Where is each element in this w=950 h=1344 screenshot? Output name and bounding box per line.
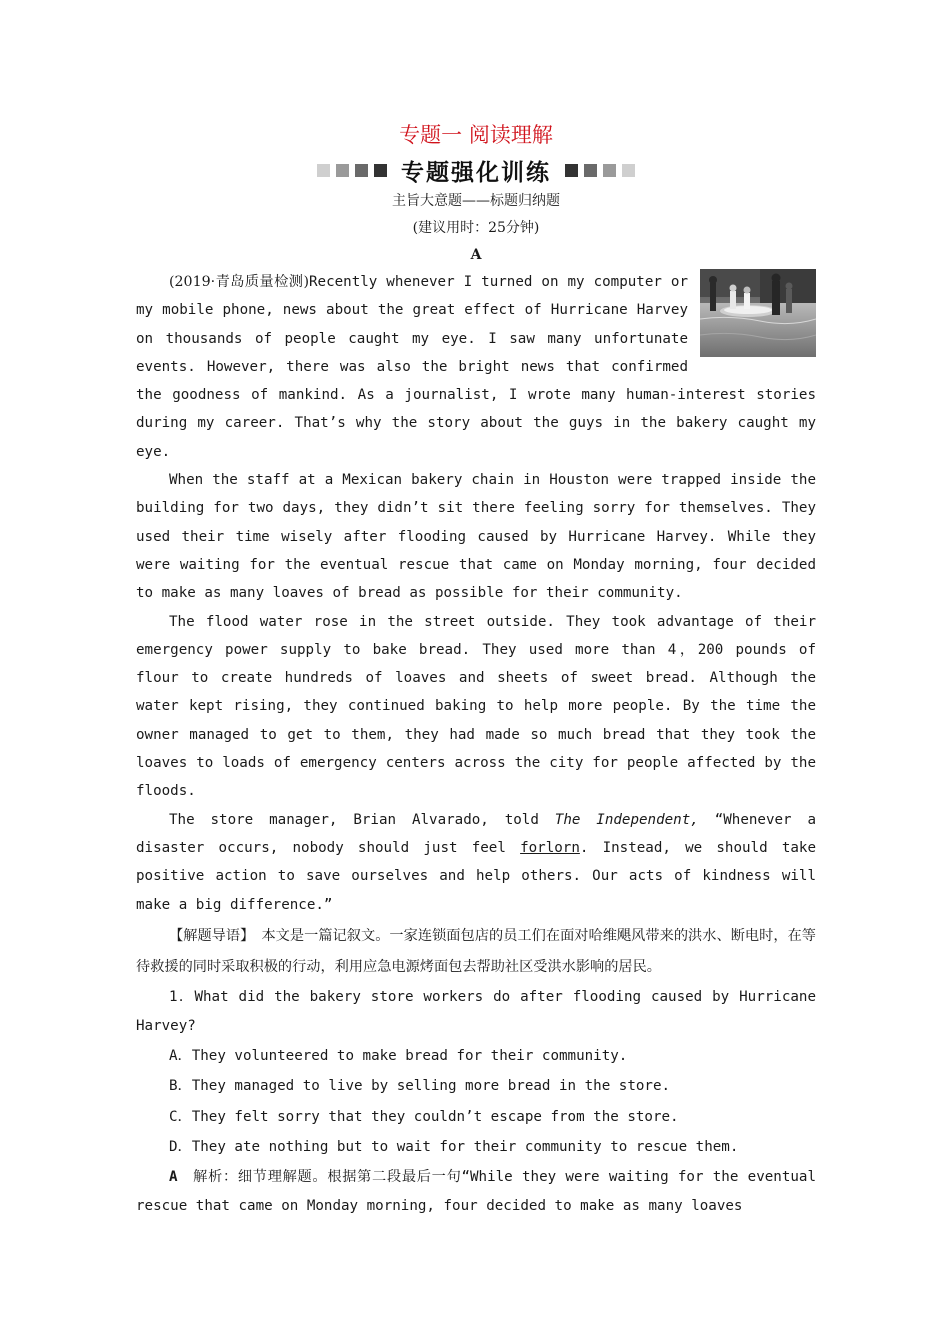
banner-title: 专题强化训练 (401, 159, 551, 186)
page-title: 专题一 阅读理解 (399, 123, 553, 147)
banner-square-icon (336, 164, 349, 177)
banner-square-icon (584, 164, 597, 177)
underlined-word: forlorn (520, 839, 580, 856)
banner-square-icon (374, 164, 387, 177)
banner-square-icon (317, 164, 330, 177)
paragraph-text: . Instead, we should take positive action to save ourselves and help others. Our acts of kindness will make a big difference.” (136, 839, 816, 913)
flood-rescue-photo (700, 269, 816, 357)
guide-label: 【解题导语】 (169, 927, 248, 944)
banner-square-icon (355, 164, 368, 177)
paragraph-text: Recently whenever I turned on my computer or my mobile phone, news about the great effect of Hurricane Harvey on thousands of people caught my eye. I saw many unfortunate events. However, there was also the bright news that confirmed the goodness of mankind. As a journalist, I wrote many human-interest stories during my career. That’s why the story about the guys in the bakery caught my eye. (136, 274, 816, 460)
paragraph-text: The store manager, Brian Alvarado, told (169, 811, 555, 828)
guide-text: 本文是一篇记叙文。一家连锁面包店的员工们在面对哈维飓风带来的洪水、断电时，在等待救援的同时采取积极的行动，利用应急电源烤面包去帮助社区受洪水影响的居民。 (136, 927, 816, 975)
section-label: A (470, 247, 482, 263)
publication-name: The Independent, (554, 811, 699, 828)
passage-paragraph-2: When the staff at a Mexican bakery chain in Houston were trapped inside the building for two days, they didn’t sit there feeling sorry for themselves. They used their time wisely after flooding caused by Hurricane Harvey. While they were waiting for the eventual rescue that came on Monday morning, four decided to make as many loaves of bread as possible for their community. (136, 472, 816, 602)
answer-option-a: A．They volunteered to make bread for their community. (169, 1047, 628, 1064)
subtitle: 主旨大意题——标题归纳题 (392, 193, 560, 209)
answer-analysis (136, 1163, 816, 1222)
document-page (136, 118, 816, 1222)
passage-paragraph-3: The flood water rose in the street outside. They took advantage of their emergency power supply to bake bread. They used more than 4，200 pounds of flour to create hundreds of loaves and sheets of sweet bread. Although the water kept rising, they continued baking to help more people. By the time the owner managed to get to them, they had made so much bread that they took the loaves to loads of emergency centers across the city for people affected by the floods. (136, 613, 816, 800)
guide-note (136, 921, 816, 983)
question-stem: 1．What did the bakery store workers do after flooding caused by Hurricane Harvey? (136, 988, 816, 1034)
analysis-text: 解析：细节理解题。根据第二段最后一句“While they were waiting for the eventual rescue that came on Monday morning, four decided to make as many loaves (136, 1168, 816, 1215)
answer-option-c: C．They felt sorry that they couldn’t escape from the store. (169, 1108, 679, 1125)
answer-option-d: D．They ate nothing but to wait for their community to rescue them. (169, 1139, 739, 1156)
answer-option-b: B．They managed to live by selling more bread in the store. (169, 1078, 671, 1095)
passage-source: (2019·青岛质量检测) (169, 274, 309, 290)
answer-key: A (169, 1168, 178, 1185)
section-banner (136, 152, 816, 188)
banner-square-icon (622, 164, 635, 177)
paragraph-text: “Whenever a disaster occurs, nobody should just feel (136, 811, 817, 856)
banner-square-icon (603, 164, 616, 177)
passage-paragraph-4 (136, 806, 816, 919)
time-note: (建议用时：25分钟) (412, 220, 540, 236)
banner-square-icon (565, 164, 578, 177)
